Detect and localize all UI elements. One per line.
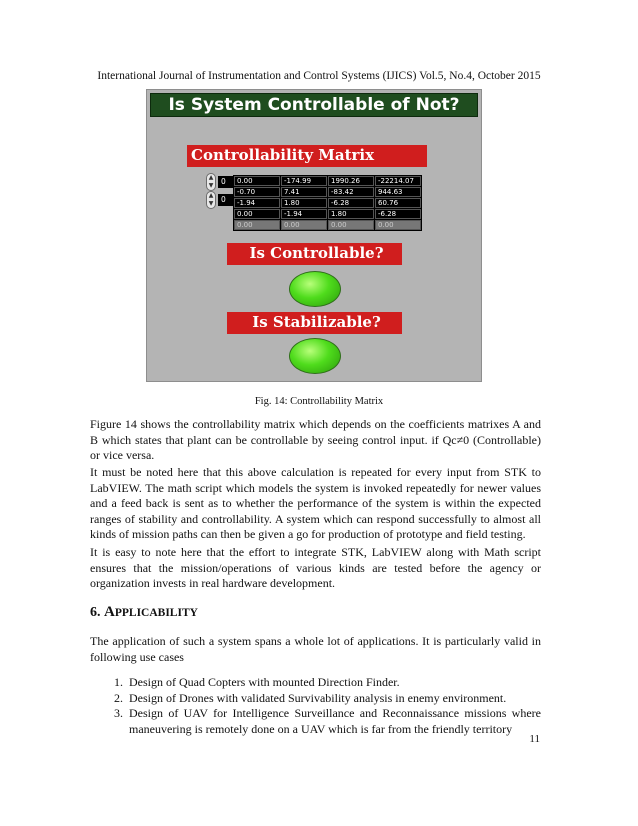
list-item-text: Design of UAV for Intelligence Surveillance and Reconnaissance missions where maneuvering is remotely done on a UAV which is far from the friendly territory: [129, 706, 541, 736]
page-number: 11: [529, 733, 540, 745]
stabilizable-led-indicator-icon: [289, 338, 341, 374]
matrix-cell: 0.00: [234, 209, 280, 219]
matrix-cell: -6.28: [375, 209, 421, 219]
matrix-cell: 0.00: [328, 220, 374, 230]
column-index-spinner-icon[interactable]: ▲ ▼: [206, 191, 216, 209]
section-number: 6.: [90, 605, 101, 620]
matrix-cell: 60.76: [375, 198, 421, 208]
matrix-cell: -1.94: [281, 209, 327, 219]
matrix-cell: 0.00: [375, 220, 421, 230]
matrix-cell: -83.42: [328, 187, 374, 197]
is-controllable-label: Is Controllable?: [227, 243, 402, 265]
matrix-row: [234, 176, 421, 186]
list-item-number: 2.: [114, 690, 123, 705]
matrix-cell: 1990.26: [328, 176, 374, 186]
matrix-cell: 1.80: [281, 198, 327, 208]
matrix-cell: 1.80: [328, 209, 374, 219]
matrix-row: [234, 209, 421, 219]
is-stabilizable-label: Is Stabilizable?: [227, 312, 402, 334]
section-title-initial: A: [104, 604, 115, 620]
row-index-spinner-icon[interactable]: ▲ ▼: [206, 173, 216, 191]
body-paragraph: Figure 14 shows the controllability matrix which depends on the coefficients matrixes A and B which states that plant can be controllable by seeing control input. if Qc≠0 (Controllable) or vice versa.: [90, 417, 541, 462]
section-title-rest: PPLICABILITY: [114, 607, 198, 619]
matrix-cell: 0.00: [234, 176, 280, 186]
list-item: [90, 706, 541, 737]
matrix-cell: 0.00: [234, 220, 280, 230]
matrix-row: [234, 198, 421, 208]
matrix-cell: 944.63: [375, 187, 421, 197]
matrix-cell: -6.28: [328, 198, 374, 208]
matrix-cell: -1.94: [234, 198, 280, 208]
list-item-number: 1.: [114, 675, 123, 689]
body-paragraph: It must be noted here that this above calculation is repeated for every input from STK to LabVIEW. The math script which models the system is invoked repeatedly for newer values and a feed back is sent as to whether the performance of the system is within the expected ranges of stability and controllability. A system which can respond successfully to almost all kinds of mission paths can then be given a go for production of prototype and field testing.: [90, 465, 541, 541]
journal-header: International Journal of Instrumentation and Control Systems (IJICS) Vol.5, No.4, October 2015: [97, 70, 541, 82]
row-index-display[interactable]: 0: [218, 176, 238, 188]
labview-front-panel-figure: [146, 89, 482, 382]
matrix-empty-row: [234, 220, 421, 230]
matrix-row: [234, 187, 421, 197]
use-case-list: [90, 675, 541, 737]
figure-caption: Fig. 14: Controllability Matrix: [254, 396, 384, 407]
list-item: [90, 675, 541, 691]
list-item-text: Design of Quad Copters with mounted Direction Finder.: [129, 675, 400, 689]
matrix-cell: 7.41: [281, 187, 327, 197]
list-item: [90, 691, 541, 707]
matrix-cell: -0.70: [234, 187, 280, 197]
section-heading: [90, 604, 198, 621]
controllability-matrix-table: [233, 175, 422, 231]
controllability-matrix-label: Controllability Matrix: [187, 145, 427, 167]
list-item-number: 3.: [114, 706, 123, 720]
matrix-cell: -174.99: [281, 176, 327, 186]
column-index-display[interactable]: 0: [218, 194, 238, 206]
body-paragraph: It is easy to note here that the effort to integrate STK, LabVIEW along with Math script ensures that the mission/operations of various kinds are tested before the agency or organization invests in real hardware development.: [90, 545, 541, 590]
matrix-cell: -22214.07: [375, 176, 421, 186]
list-item-text: Design of Drones with validated Survivability analysis in enemy environment.: [129, 690, 507, 705]
controllable-led-indicator-icon: [289, 271, 341, 307]
figure-title: Is System Controllable of Not?: [150, 93, 478, 117]
section-paragraph: The application of such a system spans a whole lot of applications. It is particularly valid in following use cases: [90, 634, 541, 664]
matrix-cell: 0.00: [281, 220, 327, 230]
